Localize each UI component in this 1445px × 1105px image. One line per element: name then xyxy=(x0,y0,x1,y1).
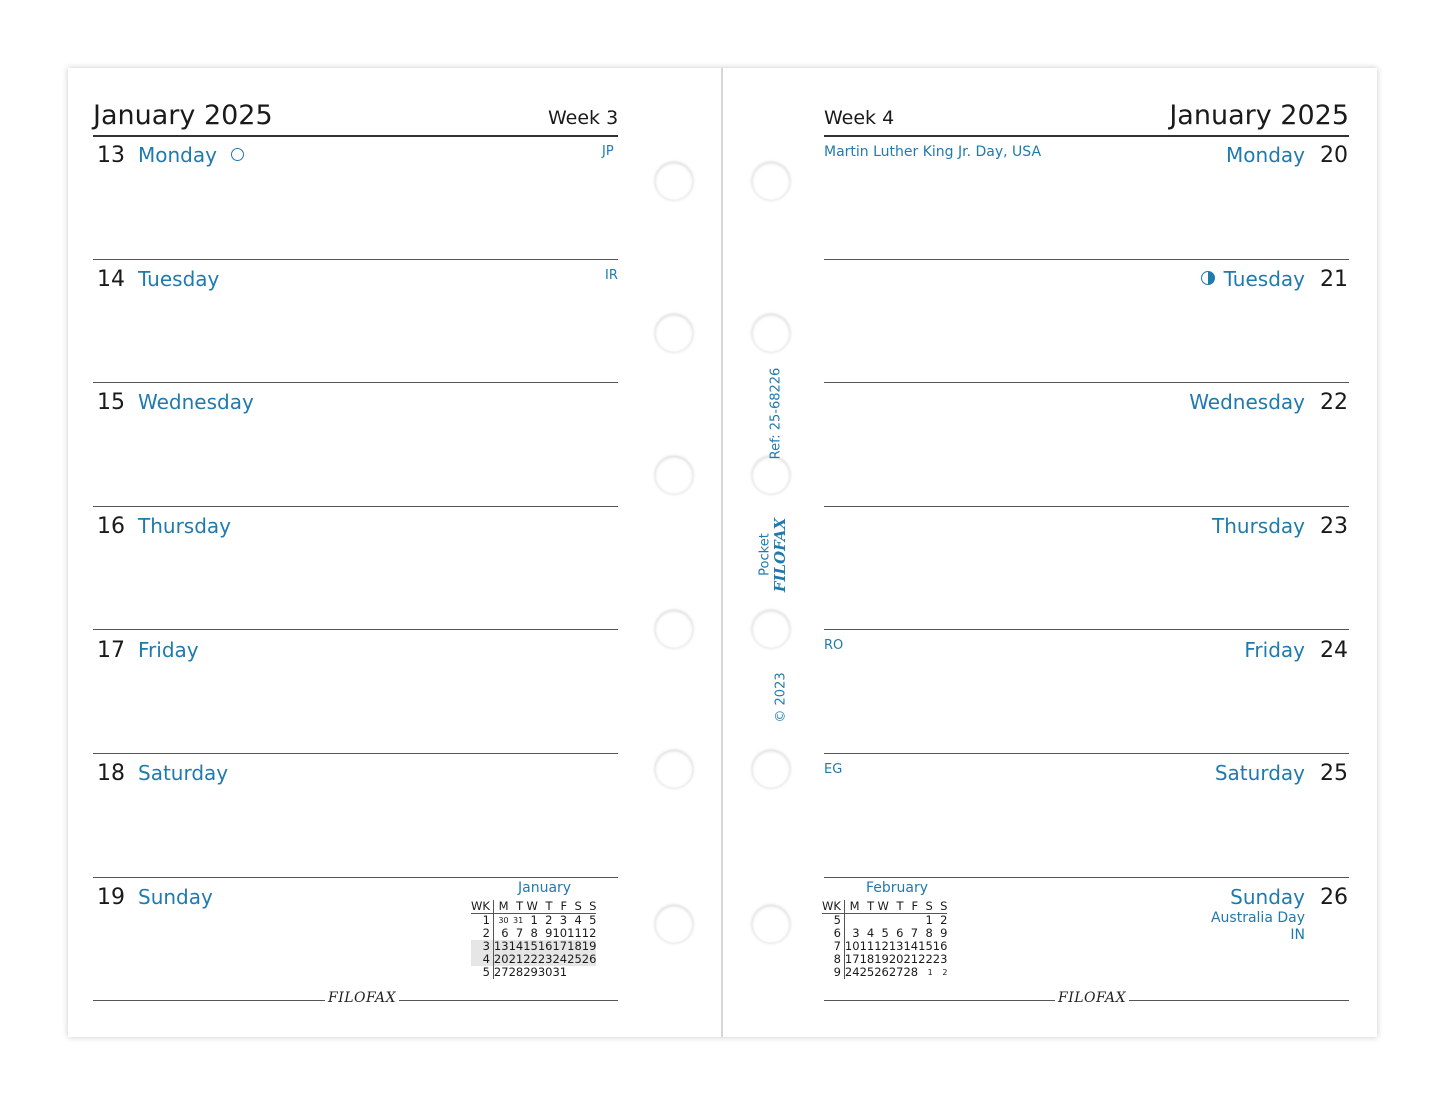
holiday-label: Australia Day xyxy=(1210,910,1305,926)
day-divider xyxy=(824,506,1349,507)
day-name: Saturday xyxy=(138,761,229,785)
country-code: EG xyxy=(824,762,843,777)
mini-cal-day: 16 xyxy=(537,939,553,953)
mini-cal-day: 21 xyxy=(903,952,919,966)
day-name: Thursday xyxy=(1212,514,1305,538)
mini-cal-day: 27 xyxy=(888,965,904,979)
mini-cal-day: 4 xyxy=(574,913,582,927)
mini-cal-week: 2 xyxy=(471,927,493,940)
mini-cal-header: W xyxy=(523,900,538,914)
mini-cal-day: 31 xyxy=(513,916,524,925)
mini-cal-day xyxy=(889,914,904,928)
right-week-label: Week 4 xyxy=(824,107,895,129)
country-code: IR xyxy=(605,268,618,283)
left-week-label: Week 3 xyxy=(548,107,619,129)
day-divider xyxy=(824,629,1349,630)
day-divider xyxy=(93,629,618,630)
mini-cal-day: 7 xyxy=(910,926,919,940)
mini-cal-day: 25 xyxy=(859,965,875,979)
mini-cal-day: 17 xyxy=(844,952,860,966)
mini-cal-day: 14 xyxy=(508,939,524,953)
mini-cal-day: 19 xyxy=(581,939,597,953)
mini-cal-day: 2 xyxy=(545,913,553,927)
mini-cal-day xyxy=(567,966,582,979)
mini-cal-day: 26 xyxy=(874,965,889,979)
mini-cal-header: W xyxy=(874,900,889,914)
punch-hole xyxy=(752,314,790,352)
copyright: © 2023 xyxy=(773,672,789,723)
punch-hole xyxy=(752,162,790,200)
mini-cal-week: 5 xyxy=(822,914,844,928)
mini-cal-day: 15 xyxy=(918,939,933,953)
punch-hole xyxy=(655,162,693,200)
day-divider xyxy=(824,259,1349,260)
mini-cal-day: 1 xyxy=(925,913,933,927)
mini-cal-day: 10 xyxy=(844,939,860,953)
mini-cal-day: 18 xyxy=(567,939,582,953)
mini-cal-day: 5 xyxy=(881,926,889,940)
mini-cal-day: 19 xyxy=(874,952,889,966)
punch-hole xyxy=(752,610,790,648)
mini-cal-day: 17 xyxy=(552,939,568,953)
day-number: 13 xyxy=(97,143,125,168)
mini-cal-day: 8 xyxy=(530,926,538,940)
day-number: 15 xyxy=(97,390,125,415)
mini-cal-day: 30 xyxy=(498,916,509,925)
mini-calendar-title: January xyxy=(518,880,572,896)
mini-cal-day: 21 xyxy=(508,952,524,966)
mini-cal-header: F xyxy=(903,900,918,914)
day-divider xyxy=(93,382,618,383)
mini-cal-day: 20 xyxy=(493,952,509,966)
mini-cal-header: S xyxy=(918,900,933,914)
mini-cal-day: 4 xyxy=(866,926,875,940)
mini-cal-day xyxy=(844,914,859,928)
mini-cal-header: T xyxy=(889,900,904,914)
mini-cal-day: 23 xyxy=(537,952,553,966)
mini-cal-day: 2 xyxy=(940,913,948,927)
day-number: 17 xyxy=(97,638,125,663)
mini-cal-day: 12 xyxy=(874,939,889,953)
punch-hole xyxy=(655,750,693,788)
left-page-title: January 2025 xyxy=(93,100,273,131)
mini-cal-day: 22 xyxy=(523,952,538,966)
day-number: 26 xyxy=(1320,885,1348,910)
mini-calendar-grid xyxy=(822,900,947,979)
mini-cal-day xyxy=(582,966,597,979)
mini-cal-day: 11 xyxy=(859,939,875,953)
mini-cal-day xyxy=(874,914,889,928)
day-number: 18 xyxy=(97,761,125,786)
day-name: Thursday xyxy=(138,514,231,538)
day-divider xyxy=(93,877,618,878)
day-number: 19 xyxy=(97,885,125,910)
country-code: JP xyxy=(602,144,614,159)
mini-cal-day xyxy=(860,914,875,928)
day-divider xyxy=(93,259,618,260)
day-name: Wednesday xyxy=(1189,390,1305,414)
mini-cal-header: M xyxy=(493,900,508,914)
mini-cal-week: 8 xyxy=(822,953,844,966)
day-number: 24 xyxy=(1320,638,1348,663)
day-divider xyxy=(93,506,618,507)
holiday-label: Martin Luther King Jr. Day, USA xyxy=(824,144,1042,160)
mini-cal-day: 2 xyxy=(942,968,948,977)
day-name: Wednesday xyxy=(138,390,254,414)
country-code: RO xyxy=(824,638,844,653)
mini-cal-day: 24 xyxy=(552,952,568,966)
mini-cal-day: 13 xyxy=(888,939,904,953)
mini-cal-day xyxy=(903,914,918,928)
punch-hole xyxy=(655,905,693,943)
mini-cal-header: M xyxy=(844,900,859,914)
mini-cal-day: 7 xyxy=(515,926,524,940)
mini-cal-header: T xyxy=(509,900,524,914)
day-number: 21 xyxy=(1320,267,1348,292)
mini-cal-week: 9 xyxy=(822,966,844,979)
first-quarter-moon-icon xyxy=(1201,271,1215,285)
mini-cal-header: S xyxy=(582,900,597,914)
mini-cal-day: 6 xyxy=(896,926,904,940)
punch-hole xyxy=(655,610,693,648)
mini-cal-day: 23 xyxy=(932,952,948,966)
mini-cal-day: 1 xyxy=(530,913,538,927)
punch-hole xyxy=(655,456,693,494)
day-name: Tuesday xyxy=(138,267,220,291)
mini-cal-day: 20 xyxy=(888,952,904,966)
mini-cal-day: 9 xyxy=(545,926,553,940)
mini-cal-day: 3 xyxy=(852,926,860,940)
day-number: 23 xyxy=(1320,514,1348,539)
reference-number: Ref: 25-68226 xyxy=(768,367,784,460)
mini-cal-day: 14 xyxy=(903,939,919,953)
mini-cal-day: 15 xyxy=(523,939,538,953)
mini-calendar-grid xyxy=(471,900,596,979)
day-name: Monday xyxy=(138,143,217,167)
filofax-logo: FILOFAX xyxy=(325,990,399,1006)
punch-hole xyxy=(752,750,790,788)
day-number: 22 xyxy=(1320,390,1348,415)
mini-cal-day: 29 xyxy=(523,965,538,979)
mini-cal-day: 27 xyxy=(493,965,509,979)
day-divider xyxy=(93,753,618,754)
mini-cal-day: 1 xyxy=(927,968,933,977)
mini-cal-day: 9 xyxy=(940,926,948,940)
mini-cal-day: 26 xyxy=(581,952,597,966)
mini-cal-day: 30 xyxy=(537,965,553,979)
mini-cal-week: 1 xyxy=(471,914,493,928)
day-divider xyxy=(824,877,1349,878)
mini-cal-day: 24 xyxy=(844,965,860,979)
day-name: Tuesday xyxy=(1223,267,1305,291)
mini-cal-header: T xyxy=(860,900,875,914)
mini-cal-day: 12 xyxy=(581,926,597,940)
mini-cal-week: 6 xyxy=(822,927,844,940)
left-header-rule xyxy=(93,135,618,137)
country-code: IN xyxy=(1290,927,1305,943)
mini-cal-week: 4 xyxy=(471,953,493,966)
day-name: Saturday xyxy=(1214,761,1305,785)
day-number: 16 xyxy=(97,514,125,539)
day-number: 20 xyxy=(1320,143,1348,168)
mini-cal-week: 5 xyxy=(471,966,493,979)
mini-cal-header: WK xyxy=(471,900,493,914)
mini-calendar-title: February xyxy=(866,880,929,896)
mini-cal-week: 7 xyxy=(822,940,844,953)
day-name: Friday xyxy=(138,638,199,662)
mini-cal-day: 8 xyxy=(925,926,933,940)
day-name: Sunday xyxy=(1230,885,1305,909)
day-divider xyxy=(824,382,1349,383)
mini-cal-day: 25 xyxy=(567,952,582,966)
day-divider xyxy=(824,753,1349,754)
mini-cal-day: 11 xyxy=(567,926,582,940)
mini-cal-header: S xyxy=(933,900,948,914)
mini-cal-day: 10 xyxy=(552,926,568,940)
mini-cal-day: 28 xyxy=(903,965,919,979)
day-name: Sunday xyxy=(138,885,213,909)
mini-cal-day: 6 xyxy=(501,926,509,940)
day-name: Monday xyxy=(1226,143,1305,167)
mini-cal-header: WK xyxy=(822,900,844,914)
punch-hole xyxy=(655,314,693,352)
mini-cal-day: 5 xyxy=(589,913,597,927)
mini-cal-day: 22 xyxy=(918,952,933,966)
day-number: 25 xyxy=(1320,761,1348,786)
filofax-logo: FILOFAX xyxy=(1055,990,1129,1006)
right-page-title: January 2025 xyxy=(1169,100,1349,131)
size-label: Pocket xyxy=(757,533,773,576)
mini-cal-day: 18 xyxy=(859,952,875,966)
mini-cal-week: 3 xyxy=(471,940,493,953)
day-number: 14 xyxy=(97,267,125,292)
day-name: Friday xyxy=(1244,638,1305,662)
new-moon-icon xyxy=(231,148,244,161)
mini-cal-header: T xyxy=(538,900,553,914)
mini-cal-day: 16 xyxy=(932,939,948,953)
mini-cal-day: 28 xyxy=(508,965,524,979)
mini-cal-header: S xyxy=(567,900,582,914)
punch-hole xyxy=(752,905,790,943)
right-header-rule xyxy=(824,135,1349,137)
center-fold xyxy=(721,68,723,1037)
mini-cal-day: 3 xyxy=(559,913,568,927)
mini-cal-day: 31 xyxy=(552,965,568,979)
mini-cal-day: 13 xyxy=(493,939,509,953)
mini-cal-header: F xyxy=(552,900,567,914)
filofax-spine-logo: FILOFAX xyxy=(771,517,789,593)
